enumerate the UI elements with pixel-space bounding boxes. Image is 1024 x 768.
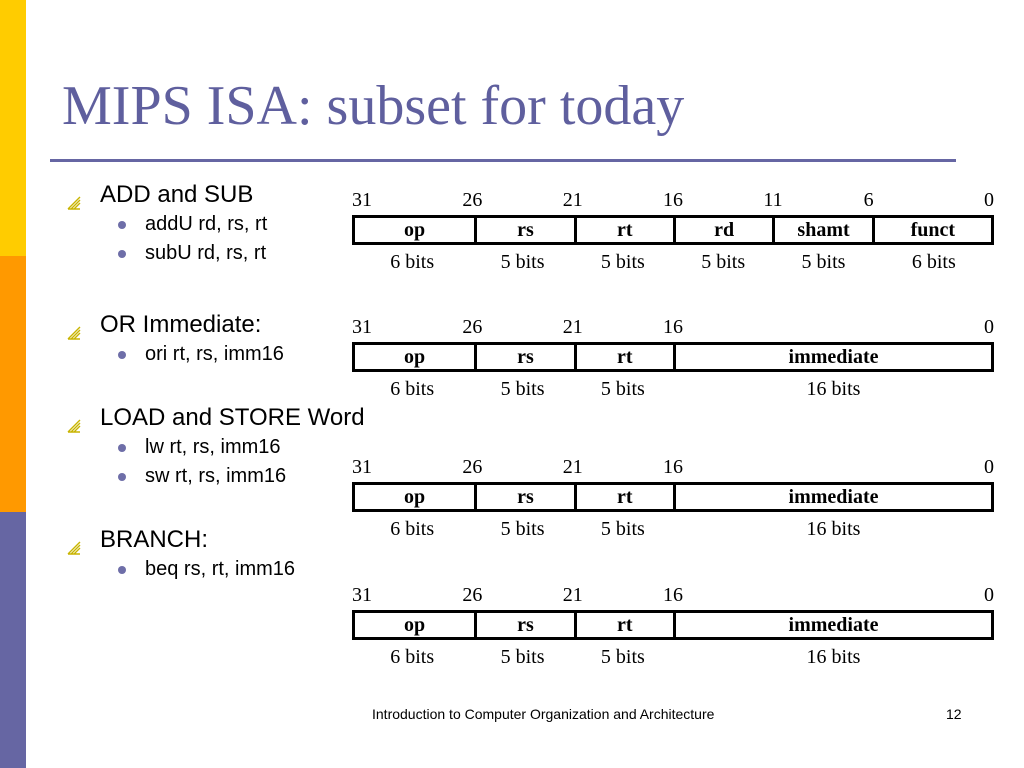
- field-width-label: 5 bits: [600, 646, 645, 668]
- bullet-item-text: subU rd, rs, rt: [145, 242, 267, 264]
- field-width-label: 5 bits: [500, 251, 545, 273]
- bullet-item-text: ori rt, rs, imm16: [145, 343, 284, 365]
- field-op: op: [404, 485, 426, 508]
- field-width-label: 6 bits: [390, 646, 435, 668]
- bit-position-label: 0: [984, 584, 994, 606]
- field-rt: rt: [574, 345, 673, 369]
- bit-position-row: [352, 456, 994, 482]
- bit-position-label: 0: [984, 189, 994, 211]
- bullet-heading-label: OR Immediate:: [100, 311, 262, 338]
- bullet-section: [66, 180, 267, 268]
- field-width-label: 5 bits: [500, 378, 545, 400]
- accent-stripe-yellow: [0, 0, 26, 256]
- bullet-item-text: lw rt, rs, imm16: [145, 436, 281, 458]
- field-width-label: 16 bits: [806, 378, 861, 400]
- bullet-dot-icon: [118, 473, 126, 481]
- accent-stripe-orange: [0, 256, 26, 512]
- bit-position-label: 31: [352, 584, 372, 606]
- bit-position-label: 31: [352, 189, 372, 211]
- field-width-label: 16 bits: [806, 518, 861, 540]
- field-shamt: shamt: [772, 218, 871, 242]
- format-diagram: [352, 316, 994, 408]
- bullet-item-text: sw rt, rs, imm16: [145, 465, 287, 487]
- field-width-label: 5 bits: [500, 518, 545, 540]
- bullet-heading-label: LOAD and STORE Word: [100, 404, 365, 431]
- bullet-item: [66, 555, 295, 584]
- bullet-heading-label: ADD and SUB: [100, 181, 254, 208]
- bullet-section: [66, 310, 284, 369]
- field-width-row: [352, 518, 994, 548]
- bit-position-label: 21: [562, 189, 583, 211]
- field-width-label: 6 bits: [390, 251, 435, 273]
- field-rd: rd: [673, 218, 772, 242]
- field-width-row: [352, 251, 994, 281]
- bullet-item: [66, 462, 365, 491]
- field-width-label: 5 bits: [600, 518, 645, 540]
- bullet-section: [66, 403, 365, 491]
- pencil-check-icon: [66, 412, 82, 428]
- bullet-heading: [66, 310, 284, 340]
- field-width-label: 6 bits: [390, 518, 435, 540]
- title-divider: [50, 159, 956, 162]
- field-row: [352, 215, 994, 245]
- bit-position-row: [352, 316, 994, 342]
- bit-position-label: 31: [352, 316, 372, 338]
- bit-position-row: [352, 584, 994, 610]
- bullet-item: [66, 210, 267, 239]
- accent-stripe-purple: [0, 512, 26, 768]
- bullet-item-text: beq rs, rt, imm16: [145, 558, 296, 580]
- bit-position-label: 21: [562, 316, 583, 338]
- field-width-label: 5 bits: [801, 251, 846, 273]
- pencil-check-icon: [66, 534, 82, 550]
- bullet-dot-icon: [118, 566, 126, 574]
- bit-position-label: 16: [663, 584, 683, 606]
- bullet-heading: [66, 403, 365, 433]
- field-op: op: [404, 613, 426, 636]
- format-diagram: [352, 189, 994, 281]
- field-rs: rs: [474, 345, 573, 369]
- field-rt: rt: [574, 485, 673, 509]
- bit-position-label: 26: [462, 456, 483, 478]
- bit-position-label: 21: [562, 584, 583, 606]
- bit-position-label: 26: [462, 316, 483, 338]
- bit-position-label: 16: [663, 189, 683, 211]
- bullet-item: [66, 340, 284, 369]
- field-immediate: immediate: [673, 485, 991, 509]
- bit-position-label: 26: [462, 189, 483, 211]
- field-rt: rt: [574, 218, 673, 242]
- bullet-item: [66, 433, 365, 462]
- field-width-label: 5 bits: [600, 378, 645, 400]
- format-diagram: [352, 584, 994, 676]
- pencil-check-icon: [66, 319, 82, 335]
- bullet-dot-icon: [118, 221, 126, 229]
- field-rs: rs: [474, 613, 573, 637]
- bit-position-label: 11: [763, 189, 783, 211]
- field-width-label: 6 bits: [390, 378, 435, 400]
- bit-position-label: 26: [462, 584, 483, 606]
- bit-position-label: 6: [863, 189, 874, 211]
- bullet-section: [66, 525, 295, 584]
- field-width-row: [352, 646, 994, 676]
- bullet-dot-icon: [118, 250, 126, 258]
- bit-position-row: [352, 189, 994, 215]
- bit-position-label: 0: [984, 456, 994, 478]
- pencil-check-icon: [66, 189, 82, 205]
- field-rs: rs: [474, 485, 573, 509]
- field-row: [352, 610, 994, 640]
- field-funct: funct: [872, 218, 991, 242]
- field-width-label: 5 bits: [600, 251, 645, 273]
- bullet-dot-icon: [118, 351, 126, 359]
- bit-position-label: 21: [562, 456, 583, 478]
- page-number: 12: [946, 706, 962, 722]
- bit-position-label: 31: [352, 456, 372, 478]
- bullet-dot-icon: [118, 444, 126, 452]
- slide-title: MIPS ISA: subset for today: [62, 75, 685, 137]
- field-width-label: 6 bits: [911, 251, 956, 273]
- field-row: [352, 482, 994, 512]
- field-width-label: 5 bits: [500, 646, 545, 668]
- bullet-heading: [66, 180, 267, 210]
- bit-position-label: 0: [984, 316, 994, 338]
- field-rs: rs: [474, 218, 573, 242]
- format-diagram: [352, 456, 994, 548]
- field-op: op: [404, 218, 426, 241]
- field-rt: rt: [574, 613, 673, 637]
- bit-position-label: 16: [663, 316, 683, 338]
- bullet-heading: [66, 525, 295, 555]
- slide-footer: Introduction to Computer Organization and Architecture: [372, 706, 715, 722]
- field-op: op: [404, 345, 426, 368]
- field-immediate: immediate: [673, 613, 991, 637]
- bit-position-label: 16: [663, 456, 683, 478]
- field-width-label: 16 bits: [806, 646, 861, 668]
- field-immediate: immediate: [673, 345, 991, 369]
- bullet-item-text: addU rd, rs, rt: [145, 213, 268, 235]
- field-width-label: 5 bits: [701, 251, 746, 273]
- bullet-item: [66, 239, 267, 268]
- field-width-row: [352, 378, 994, 408]
- bullet-heading-label: BRANCH:: [100, 526, 209, 553]
- field-row: [352, 342, 994, 372]
